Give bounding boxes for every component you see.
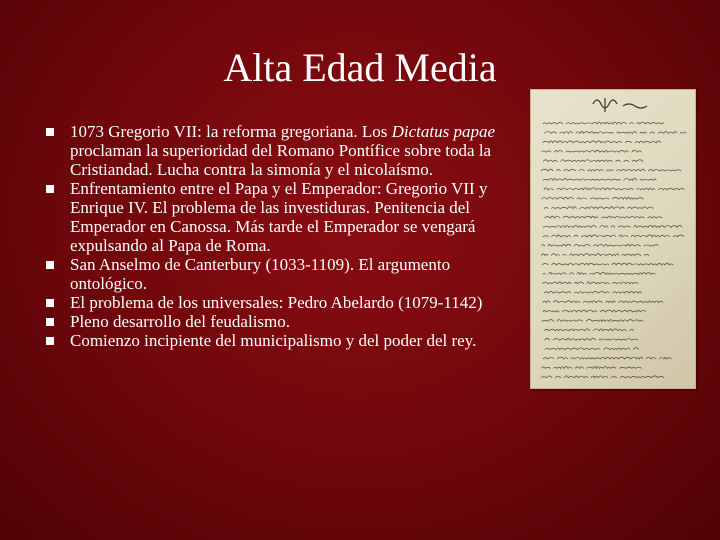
bullet-item	[52, 122, 522, 179]
bullet-text: 1073 Gregorio VII: la reforma gregoriana. Los	[70, 122, 392, 141]
slide-title: Alta Edad Media	[223, 45, 497, 90]
manuscript-line	[541, 244, 658, 246]
square-bullet-icon	[46, 299, 54, 307]
manuscript-line	[542, 263, 674, 265]
bullet-emphasis: Dictatus papae	[391, 122, 496, 141]
bullet-list	[52, 122, 522, 350]
manuscript-image	[530, 89, 696, 389]
manuscript-line	[544, 207, 656, 209]
manuscript-line	[541, 169, 684, 171]
square-bullet-icon	[46, 185, 54, 193]
manuscript-line	[544, 131, 686, 133]
manuscript-line	[544, 329, 633, 331]
manuscript-line	[541, 150, 641, 152]
manuscript-line	[542, 282, 638, 284]
manuscript-line	[541, 197, 643, 199]
manuscript-line	[543, 301, 664, 303]
manuscript-line	[544, 216, 662, 218]
manuscript-line	[542, 319, 647, 321]
bullet-text: San Anselmo de Canterbury (1033-1109). El argumento ontológico.	[70, 255, 451, 293]
bullet-item	[52, 312, 522, 331]
manuscript-line	[541, 254, 649, 256]
manuscript-line	[543, 122, 664, 124]
bullet-item	[52, 293, 522, 312]
bullet-text: El problema de los universales: Pedro Abelardo (1079-1142)	[70, 293, 483, 312]
manuscript-heading-scribble	[593, 98, 647, 112]
square-bullet-icon	[46, 337, 54, 345]
bullet-text: Pleno desarrollo del feudalismo.	[70, 312, 291, 331]
manuscript-line	[543, 160, 643, 162]
manuscript-line	[543, 357, 672, 359]
manuscript-line	[543, 141, 661, 143]
bullet-item	[52, 255, 522, 293]
manuscript-drawing	[531, 90, 695, 388]
manuscript-line	[543, 225, 685, 227]
square-bullet-icon	[46, 261, 54, 269]
manuscript-line	[545, 338, 639, 340]
bullet-item	[52, 179, 522, 255]
manuscript-line	[543, 178, 656, 180]
manuscript-line	[544, 188, 685, 190]
manuscript-line	[543, 310, 646, 312]
manuscript-line	[543, 235, 684, 237]
bullet-text: Enfrentamiento entre el Papa y el Emperador: Gregorio VII y Enrique IV. El problema de las investiduras. Penitencia del Emperador en Canossa. Más tarde el Emperador se vengará expulsando al Papa de Roma.	[70, 179, 488, 255]
bullet-text-end: proclaman la superioridad del Romano Pontífice sobre toda la Cristiandad. Lucha contra la simonía y el nicolaísmo.	[70, 141, 492, 179]
manuscript-line	[541, 366, 644, 368]
bullet-item	[52, 331, 522, 350]
square-bullet-icon	[46, 128, 54, 136]
manuscript-line	[541, 376, 664, 378]
bullet-text: Comienzo incipiente del municipalismo y del poder del rey.	[70, 331, 477, 350]
manuscript-line	[544, 291, 641, 293]
square-bullet-icon	[46, 318, 54, 326]
manuscript-line	[543, 272, 656, 274]
manuscript-line	[545, 348, 639, 350]
